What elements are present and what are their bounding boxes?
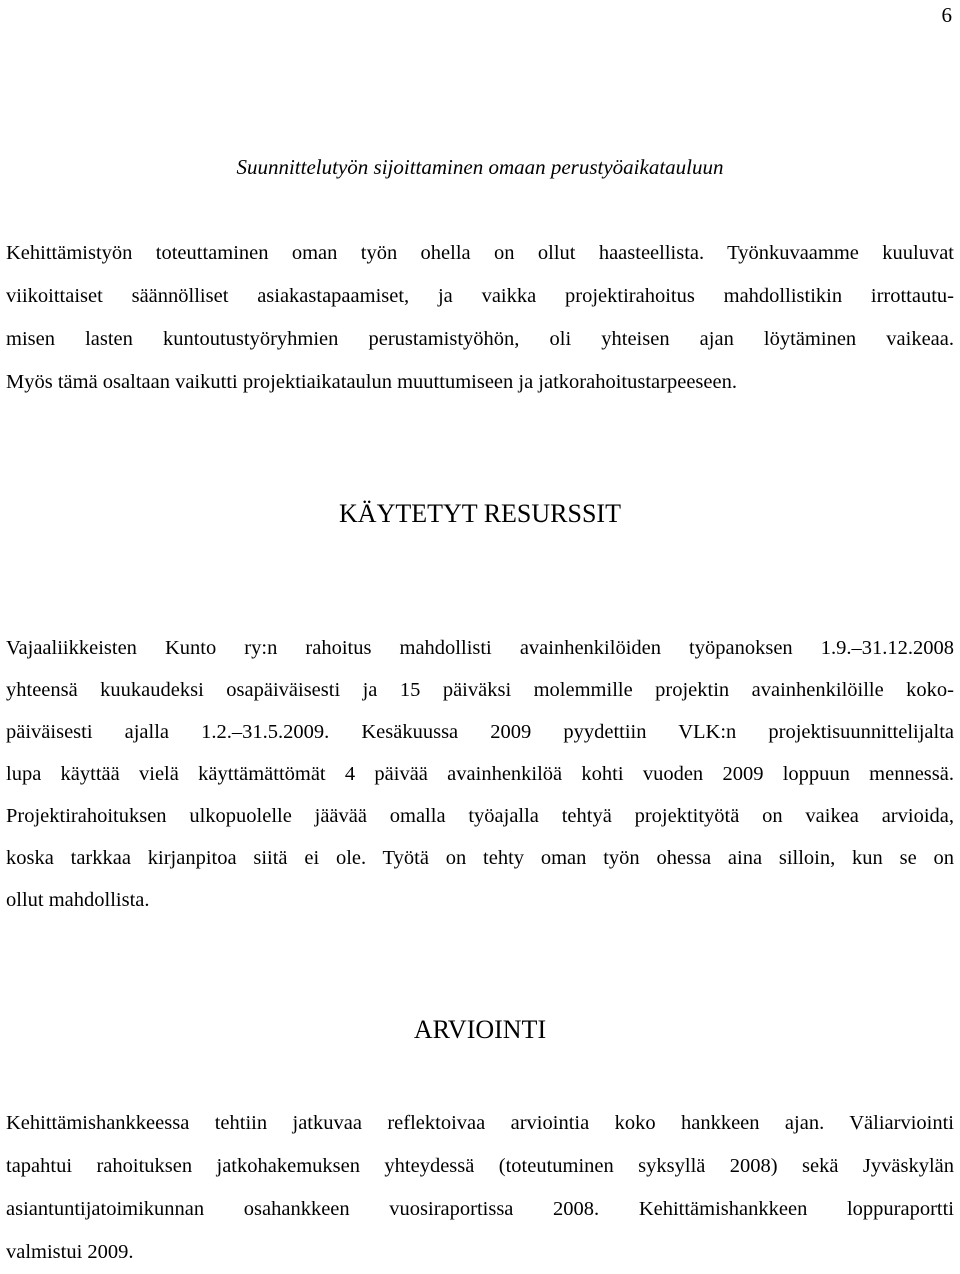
paragraph-line: Projektirahoituksen ulkopuolelle jäävää omalla työajalla tehtyä projektityötä on vaikea arvioida, — [6, 805, 954, 827]
paragraph-line: Vajaaliikkeisten Kunto ry:n rahoitus mahdollisti avainhenkilöiden työpanoksen 1.9.–31.12.2008 — [6, 637, 954, 659]
paragraph-evaluation — [6, 1102, 954, 1274]
section-heading-evaluation: ARVIOINTI — [413, 1015, 547, 1044]
paragraph-line: yhteensä kuukaudeksi osapäiväisesti ja 15 päiväksi molemmille projektin avainhenkilöille koko- — [6, 679, 954, 701]
paragraph-schedule — [6, 232, 954, 404]
section-heading-resources: KÄYTETYT RESURSSIT — [339, 499, 621, 528]
paragraph-line: ollut mahdollista. — [6, 889, 150, 911]
paragraph-line: misen lasten kuntoutustyöryhmien perustamistyöhön, oli yhteisen ajan löytäminen vaikeaa. — [6, 328, 954, 350]
paragraph-resources — [6, 627, 954, 921]
paragraph-line: Kehittämishankkeessa tehtiin jatkuvaa reflektoivaa arviointia koko hankkeen ajan. Väliarviointi — [6, 1112, 954, 1134]
paragraph-line: asiantuntijatoimikunnan osahankkeen vuosiraportissa 2008. Kehittämishankkeen loppuraportti — [6, 1198, 954, 1220]
paragraph-line: lupa käyttää vielä käyttämättömät 4 päivää avainhenkilöä kohti vuoden 2009 loppuun mennessä. — [6, 763, 954, 785]
paragraph-line: päiväisesti ajalla 1.2.–31.5.2009. Kesäkuussa 2009 pyydettiin VLK:n projektisuunnittelijalta — [6, 721, 954, 743]
paragraph-line: Myös tämä osaltaan vaikutti projektiaikataulun muuttumiseen ja jatkorahoitustarpeeseen. — [6, 371, 737, 393]
paragraph-line: Kehittämistyön toteuttaminen oman työn ohella on ollut haasteellista. Työnkuvaamme kuuluvat — [6, 242, 954, 264]
paragraph-line: tapahtui rahoituksen jatkohakemuksen yhteydessä (toteutuminen syksyllä 2008) sekä Jyväskylän — [6, 1155, 954, 1177]
paragraph-line: viikoittaiset säännölliset asiakastapaamiset, ja vaikka projektirahoitus mahdollistikin irrottautu- — [6, 285, 954, 307]
page-number: 6 — [941, 3, 952, 27]
paragraph-line: koska tarkkaa kirjanpitoa siitä ei ole. Työtä on tehty oman työn ohessa aina silloin, kun se on — [6, 847, 954, 869]
subsection-title: Suunnittelutyön sijoittaminen omaan perustyöaikatauluun — [236, 155, 724, 179]
paragraph-line: valmistui 2009. — [6, 1241, 134, 1263]
